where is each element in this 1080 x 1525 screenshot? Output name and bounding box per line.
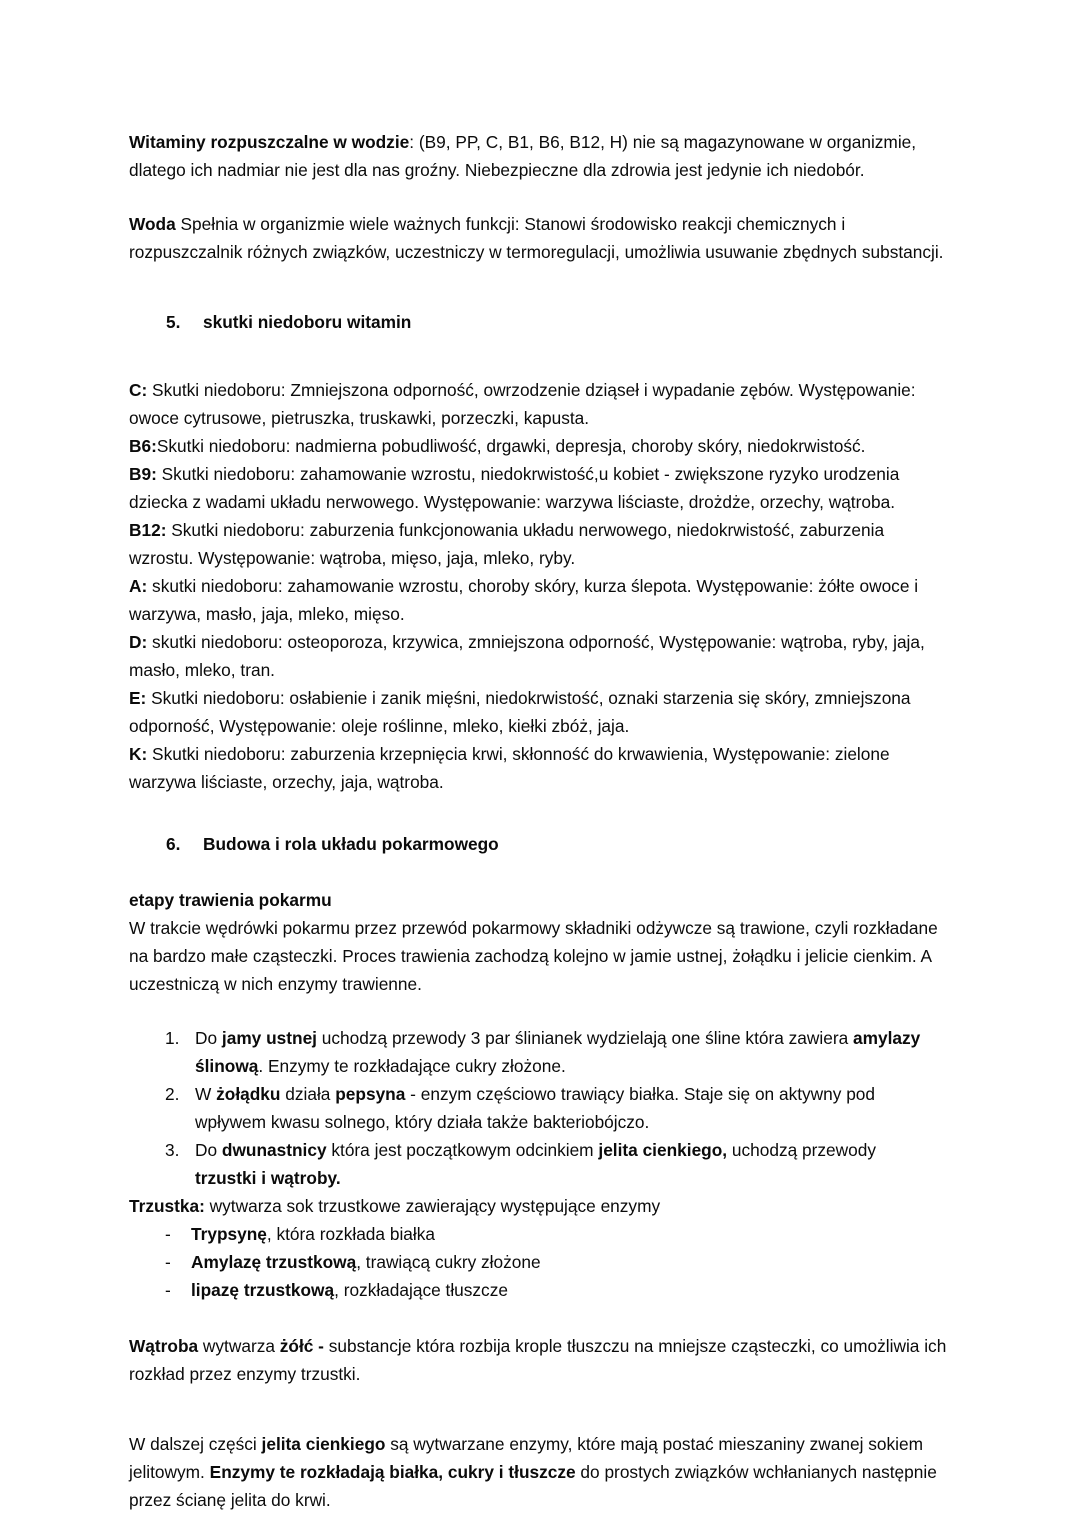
bold-segment: jamy ustnej (221, 1028, 317, 1048)
list-item (129, 1136, 951, 1192)
text-segment: wytwarza (198, 1336, 280, 1356)
list-marker: 2. (165, 1084, 180, 1104)
bold-segment: Wątroba (129, 1336, 199, 1356)
list-marker-dash: - (165, 1280, 171, 1300)
list-item (129, 1024, 951, 1080)
bold-segment: żołądku (216, 1084, 281, 1104)
text-segment: do prostych związków wchłanianych następnie przez ścianę jelita do krwi. (129, 1462, 937, 1510)
text-segment: W dalszej części (129, 1434, 262, 1454)
text-segment: W (195, 1084, 217, 1104)
paragraph-text: wytwarza sok trzustkowe zawierający występujące enzymy (204, 1196, 661, 1216)
text-segment: . Enzymy te rozkładające cukry złożone. (258, 1056, 566, 1076)
bold-segment: Amylazę trzustkową (191, 1252, 357, 1272)
bold-segment: żółć - (279, 1336, 324, 1356)
text-segment: , rozkładające tłuszcze (334, 1280, 508, 1300)
vitamin-deficiency-list (129, 376, 951, 796)
vitamin-label: K: (129, 744, 148, 764)
spacer (129, 796, 951, 830)
paragraph-text: : (B9, PP, C, B1, B6, B12, H) nie są magazynowane w organizmie, dlatego ich nadmiar nie jest dla nas groźny. Niebezpieczne dla zdrowia jest jedynie ich niedobór. (129, 132, 917, 180)
bold-segment: dwunastnicy (221, 1140, 327, 1160)
vitamin-label: C: (129, 380, 148, 400)
text-segment: uchodzą przewody (727, 1140, 876, 1160)
vitamin-deficiency-line (129, 684, 951, 740)
subheading-text: etapy trawienia pokarmu (129, 890, 332, 910)
paragraph-liver (129, 1332, 951, 1388)
vitamin-label: E: (129, 688, 147, 708)
list-item-body (191, 1248, 951, 1276)
text-segment: , która rozkłada białka (266, 1224, 435, 1244)
bold-segment: Enzymy te rozkładają białka, cukry i tłuszcze (209, 1462, 576, 1482)
section-heading-5 (129, 308, 951, 336)
spacer (129, 292, 951, 308)
subheading-digestion-stages (129, 886, 951, 914)
text-segment: substancje która rozbija krople tłuszczu na mniejsze cząsteczki, co umożliwia ich rozkład przez enzymy trzustki. (129, 1336, 947, 1384)
paragraph-lead-bold: Witaminy rozpuszczalne w wodzie (129, 132, 410, 152)
bold-segment: trzustki i wątroby. (195, 1168, 341, 1188)
vitamin-deficiency-line (129, 376, 951, 432)
paragraph-water-soluble-vitamins (129, 128, 951, 184)
digestion-steps-list (129, 1024, 951, 1192)
vitamin-deficiency-line (129, 740, 951, 796)
bold-segment: jelita cienkiego, (598, 1140, 728, 1160)
text-segment: Do (195, 1028, 222, 1048)
text-segment: są wytwarzane enzymy, które mają postać mieszaniny zwanej sokiem jelitowym. (129, 1434, 923, 1482)
text-segment: , trawiącą cukry złożone (356, 1252, 541, 1272)
text-segment: uchodzą przewody 3 par ślinianek wydzielają one śline która zawiera (317, 1028, 854, 1048)
vitamin-text: skutki niedoboru: zahamowanie wzrostu, choroby skóry, kurza ślepota. Występowanie: żółte owoce i warzywa, masło, jaja, mleko, mięso. (129, 576, 919, 624)
paragraph-digestion-stages: W trakcie wędrówki pokarmu przez przewód pokarmowy składniki odżywcze są trawione, czyli rozkładane na bardzo małe cząsteczki. Proces trawienia zachodzą kolejno w jamie ustnej, żołądku i jelicie cienkim. A uczestniczą w nich enzymy trawienne. (129, 918, 938, 994)
list-marker: 1. (165, 1028, 180, 1048)
list-item-body (191, 1276, 951, 1304)
paragraph-text: Spełnia w organizmie wiele ważnych funkcji: Stanowi środowisko reakcji chemicznych i rozpuszczalnik różnych związków, uczestniczy w termoregulacji, umożliwia usuwanie zbędnych substancji. (129, 214, 944, 262)
section-heading-6 (129, 830, 951, 858)
vitamin-label: B9: (129, 464, 157, 484)
list-item (129, 1220, 951, 1248)
paragraph-water (129, 210, 951, 266)
list-item-body (195, 1136, 951, 1192)
vitamin-label: B12: (129, 520, 167, 540)
pancreas-enzymes-list (129, 1220, 951, 1304)
vitamin-text: Skutki niedoboru: zahamowanie wzrostu, niedokrwistość,u kobiet - zwiększone ryzyko urodzenia dziecka z wadami układu nerwowego. Występowanie: warzywa liściaste, drożdże, orzechy, wątroba. (129, 464, 900, 512)
bold-segment: pepsyna (335, 1084, 406, 1104)
vitamin-text: Skutki niedoboru: Zmniejszona odporność, owrzodzenie dziąseł i wypadanie zębów. Występowanie: owoce cytrusowe, pietruszka, truskawki, porzeczki, kapusta. (129, 380, 916, 428)
vitamin-deficiency-line (129, 432, 951, 460)
spacer (129, 336, 951, 376)
vitamin-deficiency-line (129, 460, 951, 516)
bold-segment: amylazy ślinową (195, 1028, 921, 1076)
paragraph-lead-bold: Trzustka: (129, 1196, 205, 1216)
text-segment: działa (280, 1084, 336, 1104)
list-item-body (191, 1220, 951, 1248)
spacer (129, 1414, 951, 1430)
bold-segment: jelita cienkiego (261, 1434, 386, 1454)
spacer (129, 1304, 951, 1332)
vitamin-deficiency-line (129, 628, 951, 684)
list-item (129, 1080, 951, 1136)
document-body (129, 128, 951, 1514)
list-item (129, 1248, 951, 1276)
list-item-body (195, 1080, 951, 1136)
list-marker-dash: - (165, 1224, 171, 1244)
vitamin-text: Skutki niedoboru: zaburzenia funkcjonowania układu nerwowego, niedokrwistość, zaburzenia wzrostu. Występowanie: wątroba, mięso, jaja, mleko, ryby. (129, 520, 885, 568)
vitamin-text: Skutki niedoboru: nadmierna pobudliwość, drgawki, depresja, choroby skóry, niedokrwistość. (156, 436, 866, 456)
vitamin-text: Skutki niedoboru: zaburzenia krzepnięcia krwi, skłonność do krwawienia, Występowanie: zielone warzywa liściaste, orzechy, jaja, wątroba. (129, 744, 890, 792)
paragraph-lead-bold: Woda (129, 214, 176, 234)
section-heading-text: Budowa i rola układu pokarmowego (203, 834, 499, 854)
section-heading-text: skutki niedoboru witamin (203, 312, 412, 332)
vitamin-label: A: (129, 576, 148, 596)
list-marker: 3. (165, 1140, 180, 1160)
list-item (129, 1276, 951, 1304)
text-segment: która jest początkowym odcinkiem (326, 1140, 599, 1160)
list-marker-dash: - (165, 1252, 171, 1272)
section-heading-number: 5. (166, 312, 181, 332)
vitamin-text: Skutki niedoboru: osłabienie i zanik mięśni, niedokrwistość, oznaki starzenia się skóry, zmniejszona odporność, Występowanie: oleje roślinne, mleko, kiełki zbóż, jaja. (129, 688, 911, 736)
list-item-body (195, 1024, 951, 1080)
text-segment: - enzym częściowo trawiący białka. Staje się on aktywny pod wpływem kwasu solnego, który działa także bakteriobójczo. (195, 1084, 876, 1132)
bold-segment: lipazę trzustkową (191, 1280, 335, 1300)
text-segment: Do (195, 1140, 222, 1160)
section-heading-number: 6. (166, 834, 181, 854)
vitamin-label: D: (129, 632, 148, 652)
spacer (129, 858, 951, 886)
vitamin-label: B6: (129, 436, 157, 456)
vitamin-deficiency-line (129, 572, 951, 628)
vitamin-text: skutki niedoboru: osteoporoza, krzywica, zmniejszona odporność, Występowanie: wątroba, ryby, jaja, masło, mleko, tran. (129, 632, 925, 680)
vitamin-deficiency-line (129, 516, 951, 572)
paragraph-pancreas (129, 1192, 951, 1220)
bold-segment: Trypsynę (191, 1224, 267, 1244)
paragraph-small-intestine (129, 1430, 951, 1514)
